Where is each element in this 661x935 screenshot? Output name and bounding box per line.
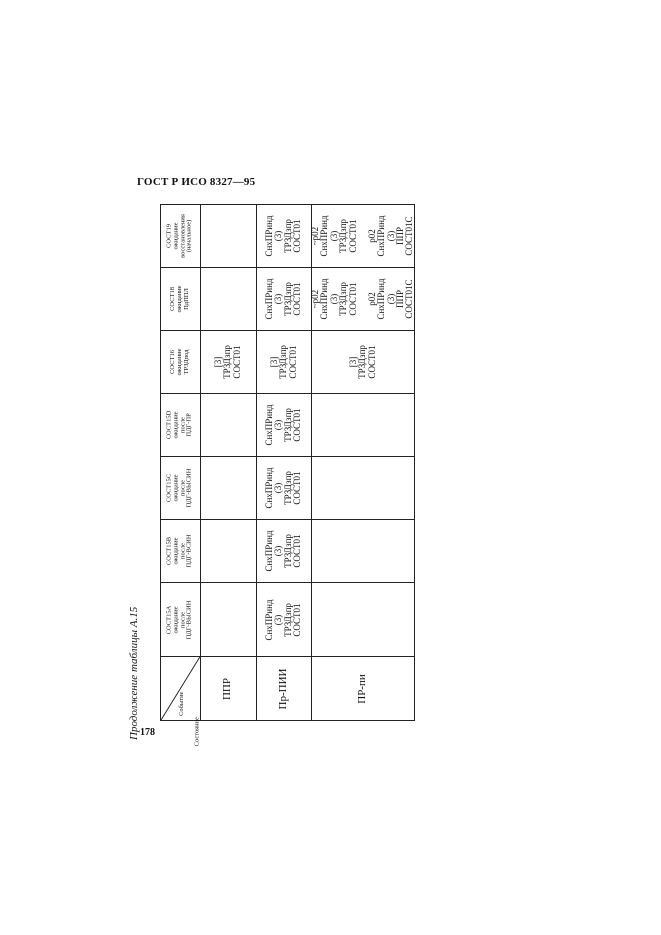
state-header-text: [167, 600, 194, 639]
table-row: [161, 583, 415, 657]
transition-cell: [200, 205, 256, 268]
transition-cell: [312, 457, 415, 520]
transition-line: СнхПРинд: [264, 467, 275, 509]
transition-text: [349, 345, 377, 379]
transition-line: СнхПРинд: [376, 215, 387, 257]
transition-cell: [256, 268, 312, 331]
state-header-line: ПДГ-ВЫСИН: [186, 468, 194, 508]
transition-line: СнхПРинд: [264, 530, 275, 572]
state-header-line: ПДГ-ПР: [186, 413, 194, 437]
table-row: [161, 520, 415, 583]
state-header-cell: [161, 268, 201, 331]
transition-line: СОСТ01: [348, 282, 359, 316]
transition-line: ППР: [395, 226, 406, 246]
transition-line: СнхПРинд: [376, 278, 387, 320]
table-row: [161, 394, 415, 457]
state-header-cell: [161, 583, 201, 657]
transition-line: СОСТ01: [292, 408, 303, 442]
state-header-cell: [161, 205, 201, 268]
state-header-line: СОСТ15В: [165, 536, 173, 566]
state-header-line: (начальное): [186, 219, 194, 253]
document-header: ГОСТ Р ИСО 8327—95: [137, 176, 256, 188]
transition-text: [265, 215, 303, 256]
state-header-cell: [161, 457, 201, 520]
transition-line: СнхПРинд: [264, 215, 275, 257]
transition-cell: [200, 520, 256, 583]
transition-line: СОСТ01С: [404, 279, 415, 319]
state-header-text: [167, 469, 194, 508]
state-header-line: ожидание: [172, 605, 180, 634]
state-axis-label: Состояние: [193, 717, 201, 747]
event-cell: [200, 657, 256, 721]
transition-line: СнхПРинд: [264, 278, 275, 320]
transition-line: (3): [273, 230, 284, 242]
transition-cell: [256, 520, 312, 583]
transition-text: [265, 530, 303, 571]
transition-line: (3): [273, 482, 284, 494]
transition-line: СОСТ01С: [404, 216, 415, 256]
transition-line: (3): [273, 614, 284, 625]
transition-line: СОСТ01: [292, 219, 303, 253]
transition-cell: [312, 520, 415, 583]
transition-cell: [256, 205, 312, 268]
transition-line: (3): [329, 293, 340, 305]
transition-line: (3): [329, 230, 340, 242]
transition-cell: [256, 583, 312, 657]
transition-line: СОСТ01: [287, 345, 298, 379]
transition-cell: [200, 268, 256, 331]
transition-line: р02: [366, 292, 377, 306]
state-header-text: [167, 411, 194, 440]
state-header-line: ТРЗДпод: [182, 349, 190, 375]
transition-line: ТРЗДзпр: [282, 602, 293, 637]
event-label: Пр-ПИИ: [277, 668, 290, 709]
transition-cell: [256, 394, 312, 457]
table-row: [161, 331, 415, 394]
transition-text: [270, 345, 298, 379]
event-label: ПР-пи: [356, 673, 369, 704]
state-header-text: [170, 348, 190, 375]
state-header-cell: [161, 331, 201, 394]
transition-cell: [312, 268, 415, 331]
state-header-line: СОСТ15А: [165, 605, 173, 634]
corner-cell: [161, 657, 201, 747]
state-header-line: СОСТ18: [169, 287, 177, 311]
state-header-line: ожидание: [176, 285, 184, 313]
transition-line: ТРЗДзпр: [282, 219, 293, 253]
transition-line: ТРЗДзпр: [282, 534, 293, 568]
state-header-line: ПДГ-ВЫСИН: [186, 600, 194, 639]
table-caption: Продолжение таблицы А.15: [128, 606, 140, 740]
transition-line: СОСТ01: [231, 345, 242, 379]
transition-line: СОСТ01: [292, 282, 303, 316]
transition-text: [265, 599, 303, 640]
transition-cell: [312, 394, 415, 457]
event-label: ППР: [221, 677, 234, 700]
transition-text: [265, 404, 303, 445]
table-row: [161, 457, 415, 520]
state-header-line: восстановления: [179, 214, 187, 258]
transition-line: ~р02: [310, 289, 321, 309]
transition-table: [160, 204, 415, 747]
transition-text: [265, 278, 303, 319]
transition-cell: [312, 331, 415, 394]
transition-text: [311, 278, 415, 319]
transition-line: [3]: [213, 356, 224, 368]
transition-line: ТРЗДзпр: [338, 282, 349, 316]
state-header-line: после: [179, 611, 187, 628]
table-grid: [160, 204, 415, 747]
transition-line: ТРЗДзпр: [282, 408, 293, 442]
transition-line: СнхПРинд: [264, 404, 275, 446]
transition-line: ТРЗДзпр: [282, 471, 293, 505]
state-header-line: ожидание: [172, 537, 180, 565]
transition-text: [265, 467, 303, 508]
table-row: [161, 268, 415, 331]
transition-cell: [200, 457, 256, 520]
transition-line: (3): [385, 293, 396, 305]
transition-cell: [256, 457, 312, 520]
transition-line: [3]: [348, 356, 359, 368]
state-header-text: [167, 534, 194, 567]
page-number: 178: [140, 727, 155, 738]
transition-line: ТРЗДзпр: [282, 282, 293, 316]
transition-line: ТРЗДзпр: [357, 345, 368, 379]
state-header-cell: [161, 520, 201, 583]
transition-cell: [200, 331, 256, 394]
transition-line: (3): [385, 230, 396, 242]
transition-line: СнхПРинд: [319, 278, 330, 320]
transition-line: СОСТ01: [366, 345, 377, 379]
state-header-line: ожидание: [172, 474, 180, 502]
transition-line: р02: [366, 229, 377, 243]
event-axis-label: Событие: [178, 691, 185, 716]
transition-cell: [312, 205, 415, 268]
transition-line: [3]: [268, 356, 279, 368]
state-header-text: [170, 285, 190, 312]
state-header-line: ПДГ-ВСИН: [186, 534, 194, 568]
table-caption-wrap: [128, 580, 144, 740]
state-header-line: СОСТ15С: [165, 473, 173, 503]
state-header-cell: [161, 394, 201, 457]
transition-line: СОСТ01: [348, 219, 359, 253]
state-header-line: ПдППЛ: [182, 288, 190, 310]
event-row: [161, 657, 415, 721]
event-cell: [256, 657, 312, 721]
table-row: [161, 205, 415, 268]
event-cell: [312, 657, 415, 721]
transition-text: [311, 215, 415, 256]
transition-line: ТРЗДзпр: [338, 219, 349, 253]
state-header-text: [167, 214, 194, 258]
transition-line: (3): [273, 419, 284, 431]
transition-line: ТРЗДзпр: [278, 345, 289, 379]
transition-cell: [200, 583, 256, 657]
transition-line: ~р02: [310, 226, 321, 246]
transition-cell: [312, 583, 415, 657]
state-header-line: ожидание: [172, 411, 180, 439]
transition-cell: [200, 394, 256, 457]
transition-line: СнхПРинд: [319, 215, 330, 257]
transition-line: СОСТ01: [292, 471, 303, 505]
state-header-line: СОСТ16: [169, 350, 177, 374]
transition-line: СнхПРинд: [264, 598, 275, 641]
state-header-line: после: [179, 543, 187, 559]
state-header-line: СОСТ15D: [165, 410, 173, 440]
transition-line: ППР: [395, 289, 406, 309]
state-header-line: СОСТ19: [165, 224, 173, 248]
transition-cell: [256, 331, 312, 394]
transition-line: (3): [273, 545, 284, 557]
state-header-line: после: [179, 480, 187, 496]
transition-line: СОСТ01: [292, 534, 303, 568]
transition-line: СОСТ01: [292, 602, 303, 637]
state-header-line: ожидание: [172, 222, 180, 250]
state-header-line: после: [179, 417, 187, 433]
transition-line: ТРЗДзпр: [222, 345, 233, 379]
transition-text: [214, 345, 242, 379]
transition-line: (3): [273, 293, 284, 305]
state-header-line: ожидание: [176, 348, 184, 376]
